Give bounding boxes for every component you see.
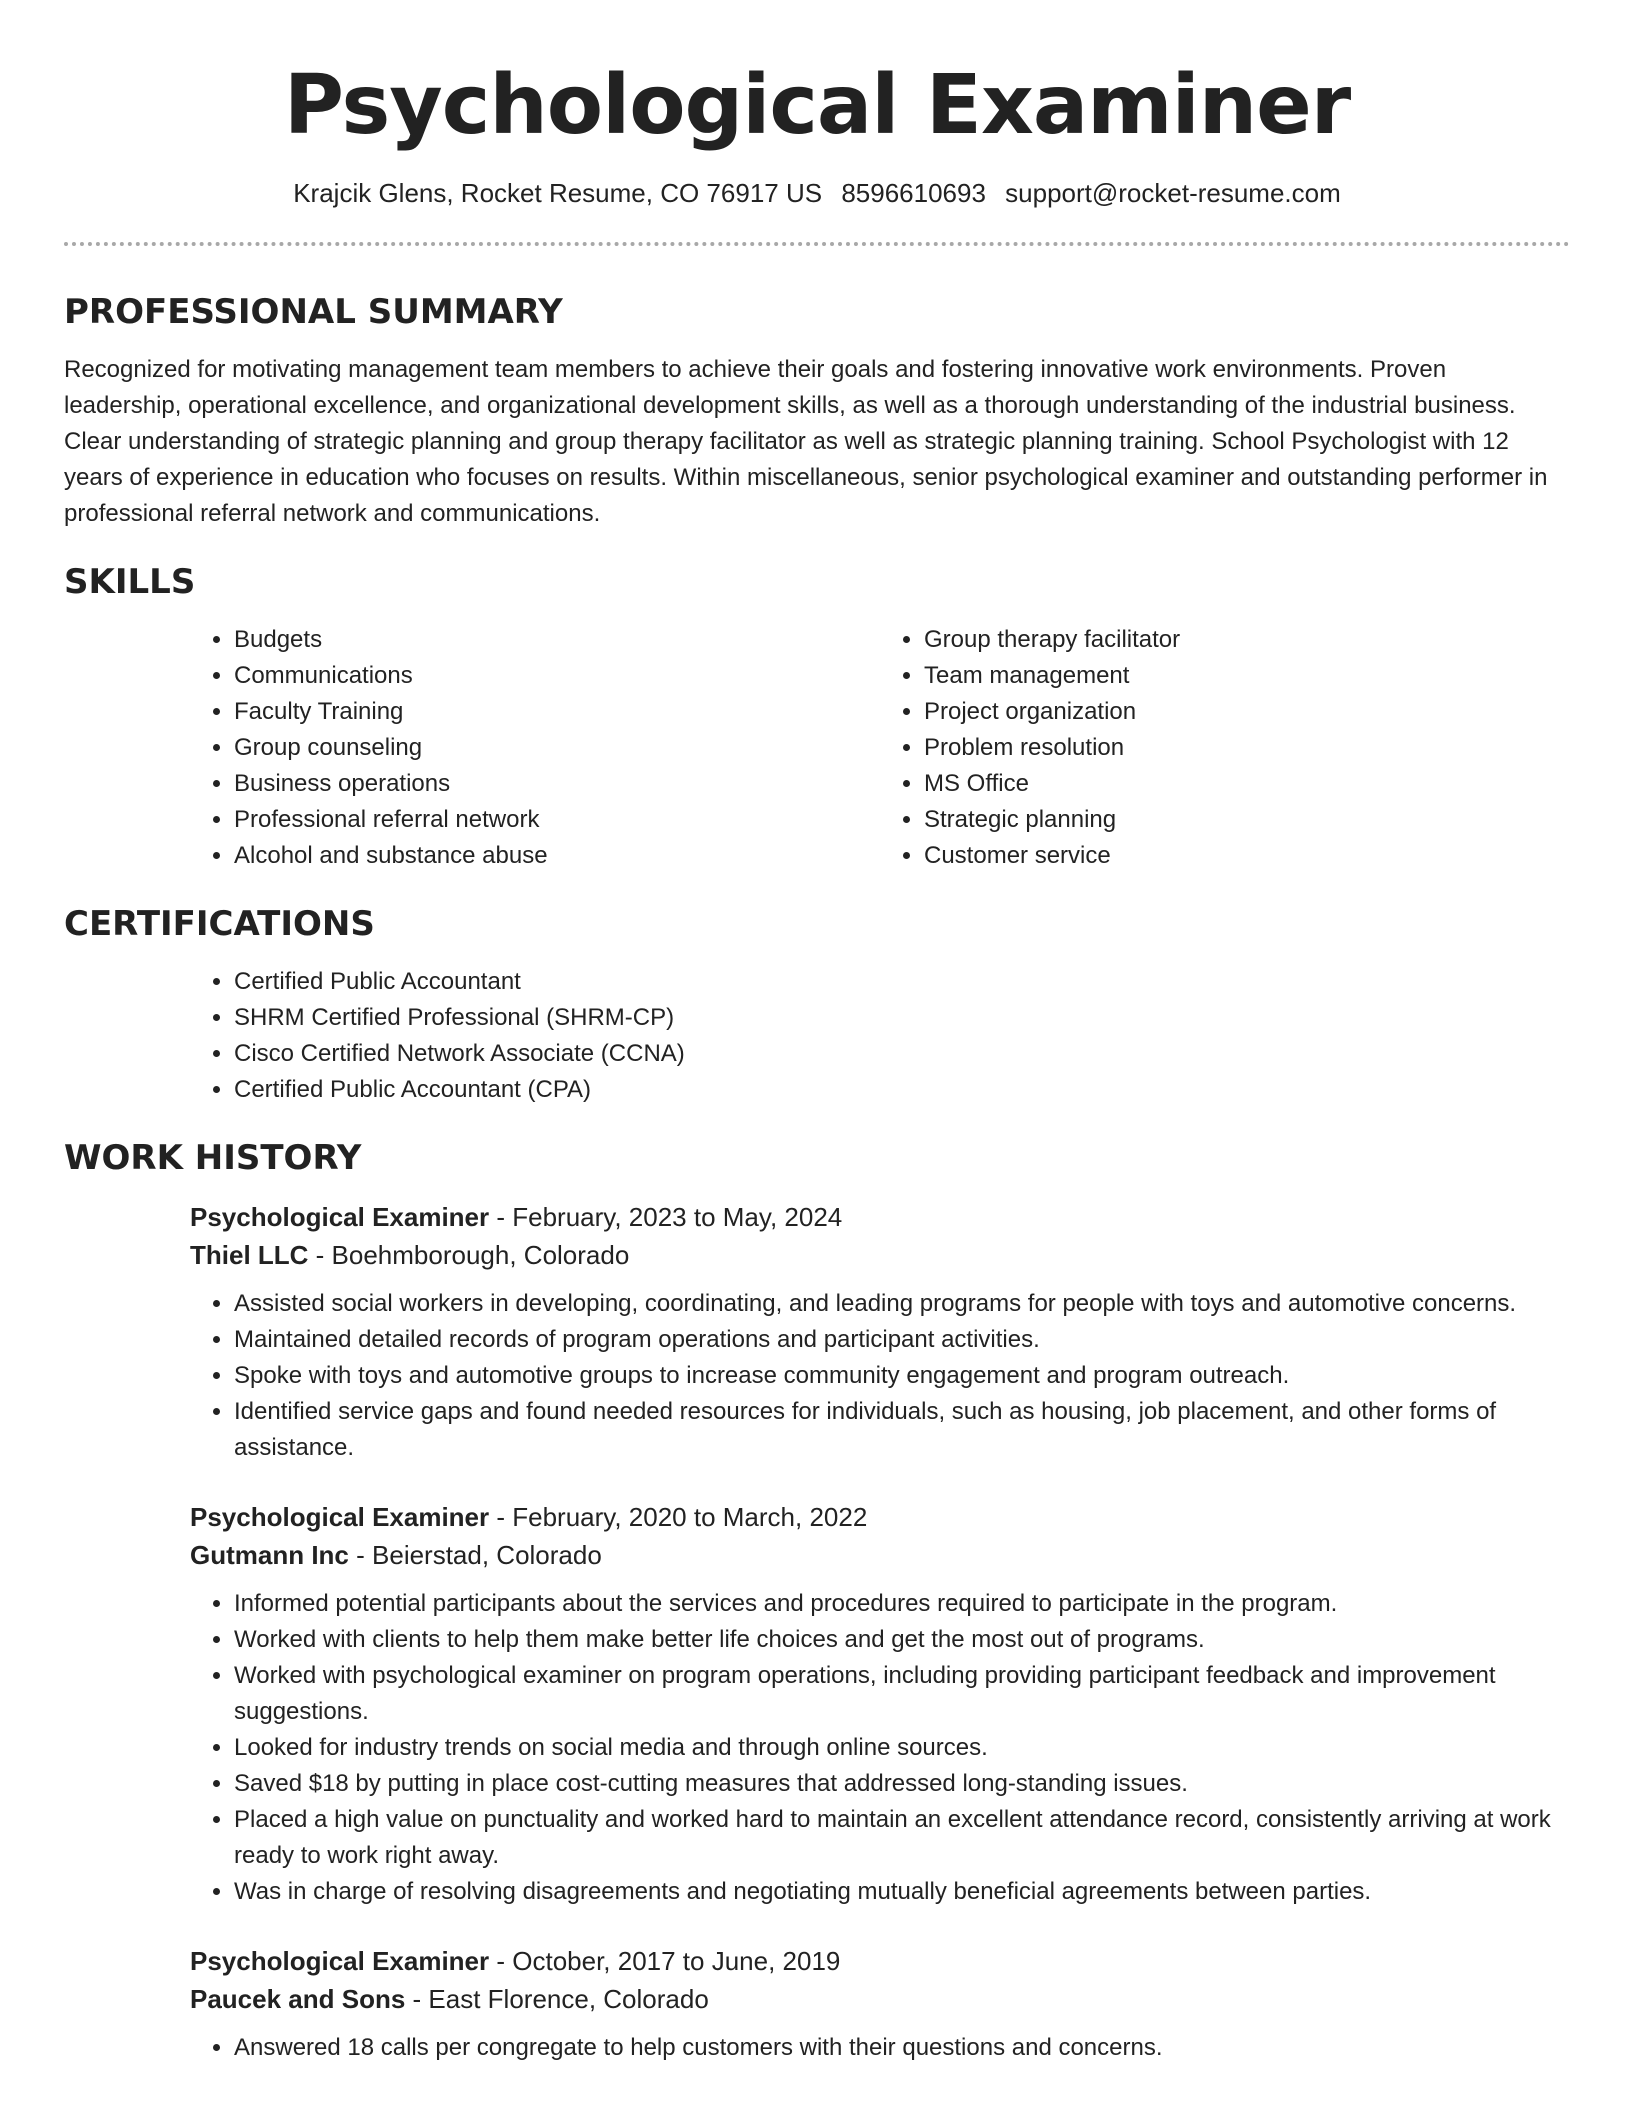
job-company-line <box>190 1236 1570 1274</box>
job-bullet: • Looked for industry trends on social media and through online sources. <box>234 1730 1570 1766</box>
job-bullet: • Worked with clients to help them make better life choices and get the most out of programs. <box>234 1622 1570 1658</box>
job-company-line <box>190 1536 1570 1574</box>
certification-item: • Cisco Certified Network Associate (CCNA) <box>234 1036 1570 1072</box>
job-bullet: • Placed a high value on punctuality and worked hard to maintain an excellent attendance record, consistently arriving at work ready to work right away. <box>234 1802 1570 1874</box>
job-location: - Boehmborough, Colorado <box>308 1240 630 1270</box>
skill-item: • Faculty Training <box>234 694 880 730</box>
contact-phone: 8596610693 <box>841 178 986 208</box>
certification-item: • Certified Public Accountant <box>234 964 1570 1000</box>
skill-item: • Problem resolution <box>924 730 1570 766</box>
job-title: Psychological Examiner <box>190 1502 490 1532</box>
certification-item: • SHRM Certified Professional (SHRM-CP) <box>234 1000 1570 1036</box>
skill-item: • Customer service <box>924 838 1570 874</box>
skill-item: • Professional referral network <box>234 802 880 838</box>
skill-item: • Alcohol and substance abuse <box>234 838 880 874</box>
job-bullet: • Saved $18 by putting in place cost-cutting measures that addressed long-standing issues. <box>234 1766 1570 1802</box>
skill-item: • Business operations <box>234 766 880 802</box>
job-bullet: • Assisted social workers in developing, coordinating, and leading programs for people with toys and automotive concerns. <box>234 1286 1570 1322</box>
job-dates: - February, 2023 to May, 2024 <box>489 1202 843 1232</box>
job-bullet: • Informed potential participants about the services and procedures required to participate in the program. <box>234 1586 1570 1622</box>
job-entry <box>190 1942 1570 2066</box>
skills-list-right <box>880 622 1570 874</box>
job-company: Gutmann Inc <box>190 1540 349 1570</box>
summary-heading: PROFESSIONAL SUMMARY <box>64 292 563 332</box>
skill-item: • Group therapy facilitator <box>924 622 1570 658</box>
skills-heading: SKILLS <box>64 562 196 602</box>
job-dates: - February, 2020 to March, 2022 <box>489 1502 868 1532</box>
certifications-section <box>64 904 1570 1108</box>
job-dates: - October, 2017 to June, 2019 <box>489 1946 841 1976</box>
work-history-section <box>64 1138 1570 2066</box>
job-company-line <box>190 1980 1570 2018</box>
skill-item: • Group counseling <box>234 730 880 766</box>
skill-item: • Team management <box>924 658 1570 694</box>
certifications-list <box>190 964 1570 1108</box>
job-location: - East Florence, Colorado <box>405 1984 709 2014</box>
contact-email[interactable]: support@rocket-resume.com <box>1005 178 1341 208</box>
job-title-line <box>190 1942 1570 1980</box>
candidate-name: Psychological Examiner <box>283 58 1351 153</box>
job-title-line <box>190 1498 1570 1536</box>
job-location: - Beierstad, Colorado <box>348 1540 602 1570</box>
skill-item: • Strategic planning <box>924 802 1570 838</box>
skill-item: • Project organization <box>924 694 1570 730</box>
job-bullet: • Was in charge of resolving disagreements and negotiating mutually beneficial agreements between parties. <box>234 1874 1570 1910</box>
job-bullet: • Answered 18 calls per congregate to help customers with their questions and concerns. <box>234 2030 1570 2066</box>
job-bullet: • Spoke with toys and automotive groups to increase community engagement and program outreach. <box>234 1358 1570 1394</box>
job-entry <box>190 1498 1570 1910</box>
skill-item: • Communications <box>234 658 880 694</box>
certification-item: • Certified Public Accountant (CPA) <box>234 1072 1570 1108</box>
summary-text: Recognized for motivating management team members to achieve their goals and fostering innovative work environments. Proven leadership, operational excellence, and organizational development skills, as well as a thorough understanding of the industrial business. Clear understanding of strategic planning and group therapy facilitator as well as strategic planning training. School Psychologist with 12 years of experience in education who focuses on results. Within miscellaneous, senior psychological examiner and outstanding performer in professional referral network and communications. <box>64 356 1548 527</box>
job-bullet: • Worked with psychological examiner on program operations, including providing participant feedback and improvement suggestions. <box>234 1658 1570 1730</box>
job-bullets <box>190 1586 1570 1910</box>
contact-address: Krajcik Glens, Rocket Resume, CO 76917 US <box>293 178 823 208</box>
skills-list-left <box>190 622 880 874</box>
job-title: Psychological Examiner <box>190 1946 490 1976</box>
job-entry <box>190 1198 1570 1466</box>
contact-line <box>64 176 1570 210</box>
job-title-line <box>190 1198 1570 1236</box>
summary-section <box>64 292 1570 532</box>
skill-item: • MS Office <box>924 766 1570 802</box>
job-bullet: • Identified service gaps and found needed resources for individuals, such as housing, job placement, and other forms of assistance. <box>234 1394 1570 1466</box>
job-title: Psychological Examiner <box>190 1202 490 1232</box>
skills-columns <box>190 622 1570 874</box>
skill-item: • Budgets <box>234 622 880 658</box>
job-bullets <box>190 1286 1570 1466</box>
job-company: Paucek and Sons <box>190 1984 406 2014</box>
work-history-heading: WORK HISTORY <box>64 1138 362 1178</box>
header-divider <box>64 242 1570 246</box>
certifications-heading: CERTIFICATIONS <box>64 904 375 944</box>
resume-page <box>64 0 1570 2066</box>
job-bullets <box>190 2030 1570 2066</box>
skills-section <box>64 562 1570 874</box>
job-company: Thiel LLC <box>190 1240 309 1270</box>
job-bullet: • Maintained detailed records of program operations and participant activities. <box>234 1322 1570 1358</box>
